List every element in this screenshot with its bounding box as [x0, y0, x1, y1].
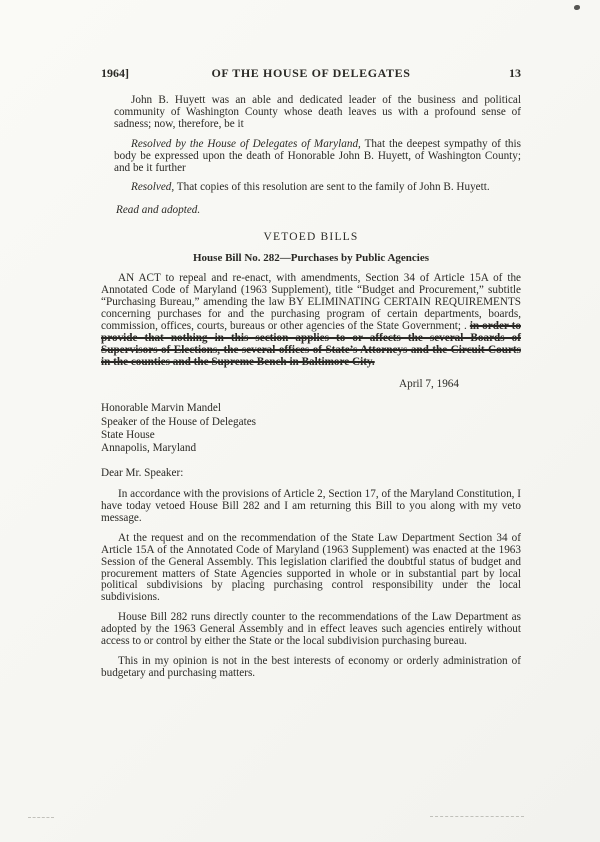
- resolution-paragraph-2-text: That the deepest sympathy of this body be expressed upon the death of Honorable John B. Huyett, of Washington County; and be it further: [114, 137, 521, 174]
- running-title: OF THE HOUSE OF DELEGATES: [211, 66, 411, 80]
- resolution-paragraph-2: [114, 139, 521, 175]
- address-line: State House: [101, 428, 155, 441]
- page-content: [101, 66, 521, 688]
- bill-title: House Bill No. 282—Purchases by Public Agencies: [192, 252, 429, 265]
- letter-date: April 7, 1964: [399, 377, 459, 390]
- salutation: Dear Mr. Speaker:: [101, 467, 184, 480]
- running-head: [101, 66, 521, 81]
- letter-paragraph-2: At the request and on the recommendation of the State Law Department Section 34 of Article 15A of the Annotated Code of Maryland (1963 Supplement) was enacted at the 1963 Session of the General Assembly. This legislation clarified the doubtful status of budget and procurement matters of State Agencies supported in whole or in substantial part by local political subdivisions by placing purchasing control responsibility under the local subdivisions.: [101, 531, 521, 604]
- address-line: Annapolis, Maryland: [101, 442, 197, 455]
- scan-artifact-left: [28, 817, 54, 818]
- letter-paragraph-1: In accordance with the provisions of Article 2, Section 17, of the Maryland Constitution, I have today vetoed House Bill 282 and I am returning this Bill to you along with my veto message.: [101, 488, 521, 524]
- page-number: 13: [509, 66, 521, 80]
- folio-year: 1964]: [101, 66, 129, 80]
- resolution-paragraph-3-text: That copies of this resolution are sent to the family of John B. Huyett.: [174, 181, 490, 194]
- vetoed-bills-heading: VETOED BILLS: [263, 231, 359, 244]
- resolution-section: [114, 95, 521, 217]
- address-line: Honorable Marvin Mandel: [101, 402, 221, 415]
- resolution-paragraph-3: [114, 182, 521, 194]
- resolved-lead-1: Resolved by the House of Delegates of Maryland,: [131, 137, 361, 150]
- resolved-lead-2: Resolved,: [131, 181, 175, 194]
- letter-paragraph-3: House Bill 282 runs directly counter to the recommendations of the Law Department as adopted by the 1963 General Assembly and in effect leaves such agencies entirely without access to or control by either the State or the local subdivision purchasing bureau.: [101, 611, 521, 648]
- address-block: [101, 402, 521, 455]
- read-adopted-note: Read and adopted.: [116, 204, 201, 217]
- letter-paragraph-4: This in my opinion is not in the best interests of economy or orderly administration of budgetary and purchasing matters.: [101, 655, 521, 679]
- act-paragraph: [101, 273, 521, 368]
- act-stricken-text: in order to provide that nothing in this section applies to or affects the several Boards of Supervisors of Elections, the several offices of State’s Attorneys and the Circuit Courts in the counties and the Supreme Bench in Baltimore City.: [101, 319, 521, 368]
- act-text: AN ACT to repeal and re-enact, with amendments, Section 34 of Article 15A of the Annotated Code of Maryland (1963 Supplement), title “Budget and Procurement,” subtitle “Purchasing Bureau,” amending the law BY ELIMINATING CERTAIN REQUIREMENTS concerning purchases for and the purchasing program of certain departments, boards, commission, offices, courts, bureaus or other agencies of the State Government; .: [101, 272, 521, 332]
- resolution-paragraph-1: John B. Huyett was an able and dedicated leader of the business and political community of Washington County whose death leaves us with a profound sense of sadness; now, therefore, be it: [114, 94, 521, 130]
- scan-artifact-right: [430, 816, 524, 817]
- address-line: Speaker of the House of Delegates: [101, 415, 257, 428]
- scan-speck: [574, 5, 580, 10]
